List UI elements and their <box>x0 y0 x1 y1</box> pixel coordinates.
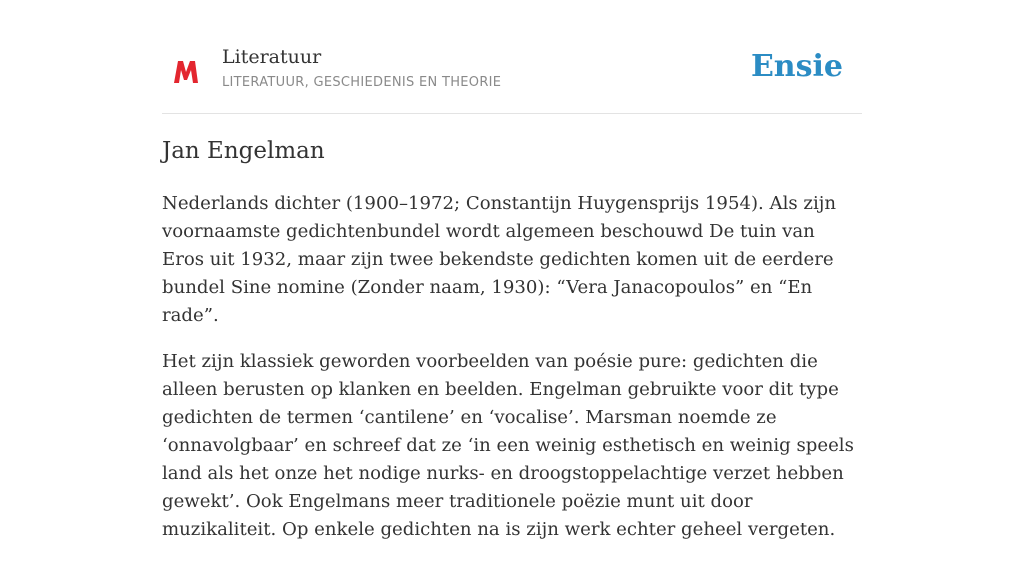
category-header <box>162 40 862 114</box>
m-logo-icon[interactable] <box>172 55 200 87</box>
category-subtitle: LITERATUUR, GESCHIEDENIS EN THEORIE <box>222 75 502 90</box>
category-title[interactable]: Literatuur <box>222 46 322 68</box>
article-body <box>162 190 862 562</box>
article-paragraph: Nederlands dichter (1900–1972; Constantijn Huygensprijs 1954). Als zijn voornaamste gedichtenbundel wordt algemeen beschouwd De tuin van Eros uit 1932, maar zijn twee bekendste gedichten komen uit de eerdere bundel Sine nomine (Zonder naam, 1930): “Vera Janacopoulos” en “En rade”. <box>162 193 837 326</box>
brand-logo[interactable]: Ensie <box>750 49 843 84</box>
article-title: Jan Engelman <box>162 138 325 164</box>
article-paragraph: Het zijn klassiek geworden voorbeelden van poésie pure: gedichten die alleen berusten op klanken en beelden. Engelman gebruikte voor dit type gedichten de termen ‘cantilene’ en ‘vocalise’. Marsman noemde ze ‘onnavolgbaar’ en schreef dat ze ‘in een weinig esthetisch en weinig speels land als het onze het nodige nurks- en droogstoppelachtige verzet hebben gewekt’. Ook Engelmans meer traditionele poëzie munt uit door muzikaliteit. Op enkele gedichten na is zijn werk echter geheel vergeten. <box>162 351 854 540</box>
